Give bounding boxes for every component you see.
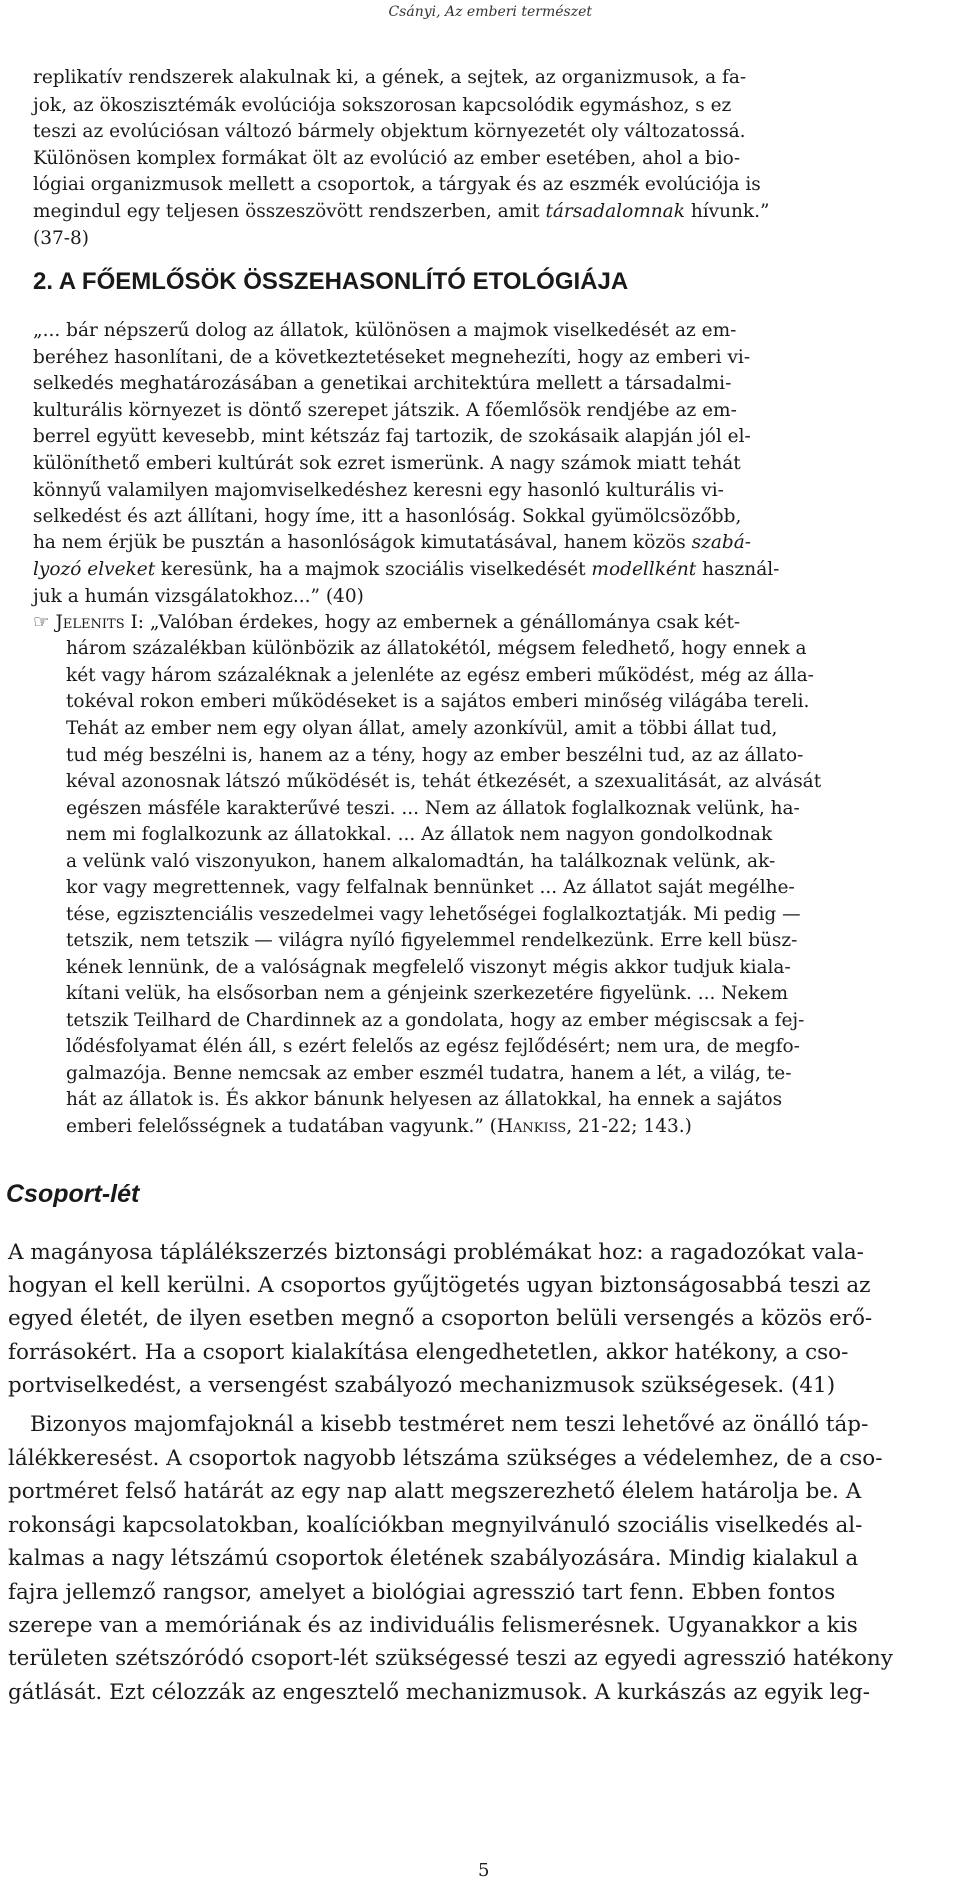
text-line: egyed életét, de ilyen esetben megnő a csoporton belüli versengés a közös erő-: [8, 1306, 873, 1331]
text-line: lálékkeresést. A csoportok nagyobb létszáma szükséges a védelemhez, de a cso-: [8, 1446, 883, 1471]
text-run: , 21-22; 143.): [566, 1116, 692, 1137]
text-line: Tehát az ember nem egy olyan állat, amely azonkívül, amit a többi állat tud,: [66, 718, 778, 739]
text-line: könnyű valamilyen majomviselkedéshez keresni egy hasonló kulturális vi-: [33, 480, 724, 501]
text-line: a velünk való viszonyukon, hanem alkalomadtán, ha találkoznak velünk, ak-: [66, 851, 776, 872]
text-line: jok, az ökoszisztémák evolúciója sokszorosan kapcsolódik egymáshoz, s ez: [33, 95, 732, 116]
text-line: berrel együtt kevesebb, mint kétszáz faj tartozik, de szokásaik alapján jól el-: [33, 426, 751, 447]
running-header: Csányi, Az emberi természet: [388, 4, 592, 20]
text-line: két vagy három százaléknak a jelenléte az egész emberi működést, még az álla-: [66, 665, 814, 686]
text-line: „... bár népszerű dolog az állatok, különösen a majmok viselkedését az em-: [33, 320, 737, 341]
text-line: tése, egzisztenciális veszedelmei vagy lehetőségei foglalkoztatják. Mi pedig —: [66, 904, 801, 925]
text-line: kének lennünk, de a valóságnak megfelelő viszonyt mégis akkor tudjuk kiala-: [66, 957, 791, 978]
text-run: ha nem érjük be pusztán a hasonlóságok kimutatásával, hanem közös: [33, 532, 692, 553]
text-line: kéval azonosnak látszó működését is, tehát étkezését, a szexualitását, az alvását: [66, 771, 822, 792]
text-line: teszi az evolúciósan változó bármely objektum környezetét oly változatossá.: [33, 121, 746, 142]
text-line: selkedést és azt állítani, hogy íme, itt a hasonlóság. Sokkal gyümölcsözőbb,: [33, 506, 742, 527]
text-line: területen szétszóródó csoport-lét szükségessé teszi az egyedi agresszió hatékony: [8, 1646, 893, 1671]
text-line: hát az állatok is. És akkor bánunk helyesen az állatokkal, ha ennek a sajátos: [66, 1089, 783, 1110]
section-heading: 2. A FŐEMLŐSÖK ÖSSZEHASONLÍTÓ ETOLÓGIÁJA: [33, 268, 629, 295]
text-line: tetszik, nem tetszik — világra nyíló figyelemmel rendelkezünk. Erre kell büsz-: [66, 930, 798, 951]
text-line: rokonsági kapcsolatokban, koalíciókban megnyilvánuló szociális viselkedés al-: [8, 1513, 863, 1538]
text-line: gátlását. Ezt célozzák az engesztelő mechanizmusok. A kurkászás az egyik leg-: [8, 1680, 871, 1705]
text-line: beréhez hasonlítani, de a következtetéseket megnehezíti, hogy az emberi vi-: [33, 347, 751, 368]
cited-author: Hankiss: [496, 1116, 567, 1137]
emphasis-term: társadalomnak: [545, 201, 685, 222]
text-line: tetszik Teilhard de Chardinnek az a gondolata, hogy az ember mégiscsak a fej-: [66, 1010, 805, 1031]
text-line: [33, 201, 769, 222]
text-run: hívunk.”: [684, 201, 770, 222]
text-line: különíthető emberi kultúrát sok ezret ismerünk. A nagy számok miatt tehát: [33, 453, 741, 474]
page-number: 5: [478, 1860, 490, 1881]
text-line: tokéval rokon emberi működéseket is a sajátos emberi minőség világába tereli.: [66, 691, 810, 712]
text-line: selkedés meghatározásában a genetikai architektúra mellett a társadalmi-: [33, 373, 732, 394]
text-line: Bizonyos majomfajoknál a kisebb testméret nem teszi lehetővé az önálló táp-: [30, 1412, 869, 1437]
text-line: lődésfolyamat élén áll, s ezért felelős az egész fejlődésért; nem ura, de megfo-: [66, 1036, 800, 1057]
text-line: galmazója. Benne nemcsak az ember eszmél tudatra, hanem a lét, a világ, te-: [66, 1063, 792, 1084]
text-run: megindul egy teljesen összeszövött rendszerben, amit: [33, 201, 546, 222]
text-line: három százalékban különbözik az állatokétól, mégsem feledhető, hogy ennek a: [66, 638, 807, 659]
text-line: [33, 559, 779, 580]
text-line: [66, 1116, 692, 1137]
text-run: emberi felelősségnek a tudatában vagyunk.” (: [66, 1116, 497, 1137]
text-line: egészen másféle karakterűvé teszi. ... Nem az állatok foglalkoznak velünk, ha-: [66, 798, 800, 819]
text-line: Különösen komplex formákat ölt az evolúció az ember esetében, ahol a bio-: [33, 148, 741, 169]
text-line: lógiai organizmusok mellett a csoportok, a tárgyak és az eszmék evolúciója is: [33, 174, 761, 195]
text-line: fajra jellemző rangsor, amelyet a biológiai agresszió tart fenn. Ebben fontos: [8, 1580, 836, 1605]
text-line: [33, 612, 740, 633]
text-run: : „Valóban érdekes, hogy az embernek a génállománya csak két-: [137, 612, 741, 633]
quote-author: Jelenits I: [55, 612, 138, 633]
text-line: kor vagy megrettennek, vagy felfalnak bennünket ... Az állatot saját megélhe-: [66, 877, 795, 898]
text-line: portméret felső határát az egy nap alatt megszerezhető élelem határolja be. A: [8, 1479, 862, 1504]
text-line: replikatív rendszerek alakulnak ki, a gének, a sejtek, az organizmusok, a fa-: [33, 67, 747, 88]
text-run: keresünk, ha a majmok szociális viselkedését: [155, 559, 592, 580]
text-line: nem mi foglalkozunk az állatokkal. ... Az állatok nem nagyon gondolkodnak: [66, 824, 773, 845]
citation: (37-8): [33, 228, 89, 249]
text-line: hogyan el kell kerülni. A csoportos gyűjtögetés ugyan biztonságosabbá teszi az: [8, 1273, 871, 1298]
text-line: A magányosa táplálékszerzés biztonsági problémákat hoz: a ragadozókat vala-: [8, 1240, 864, 1265]
text-line: szerepe van a memóriának és az individuális felismerésnek. Ugyanakkor a kis: [8, 1613, 858, 1638]
text-line: portviselkedést, a versengést szabályozó mechanizmusok szükségesek. (41): [8, 1373, 836, 1398]
pointing-hand-icon: ☞: [33, 612, 50, 633]
emphasis-term: modellként: [591, 559, 697, 580]
text-line: tud még beszélni is, hanem az a tény, hogy az ember beszélni tud, az az állato-: [66, 745, 804, 766]
emphasis-term: szabá-: [691, 532, 752, 553]
text-line: [33, 532, 751, 553]
emphasis-term: lyozó elveket: [33, 559, 156, 580]
subsection-heading: Csoport-lét: [6, 1180, 140, 1208]
text-line: kalmas a nagy létszámú csoportok életének szabályozására. Mindig kialakul a: [8, 1546, 859, 1571]
text-line: kítani velük, ha elsősorban nem a génjeink szerkezetére figyelünk. ... Nekem: [66, 983, 789, 1004]
text-line: kulturális környezet is döntő szerepet játszik. A főemlősök rendjébe az em-: [33, 400, 737, 421]
text-line: juk a humán vizsgálatokhoz...” (40): [33, 586, 364, 607]
text-run: használ-: [696, 559, 780, 580]
text-line: forrásokért. Ha a csoport kialakítása elengedhetetlen, akkor hatékony, a cso-: [8, 1340, 849, 1365]
